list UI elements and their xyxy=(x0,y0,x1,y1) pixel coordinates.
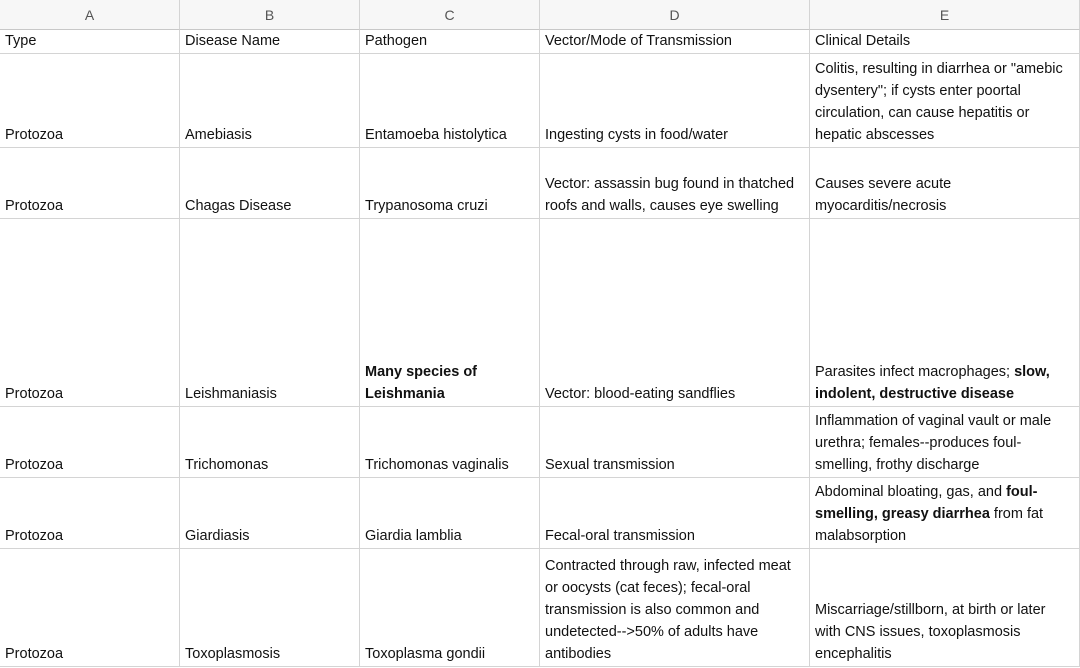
cell-text xyxy=(365,124,507,146)
table-row xyxy=(0,148,1080,219)
cell-type[interactable] xyxy=(0,549,180,667)
cell-vector[interactable] xyxy=(540,549,810,667)
cell-header-clinical[interactable] xyxy=(810,30,1080,54)
column-header-b[interactable]: B xyxy=(180,0,360,30)
cell-text: Leishmaniasis xyxy=(185,386,277,402)
cell-pathogen[interactable] xyxy=(360,219,540,407)
cell-vector[interactable] xyxy=(540,478,810,549)
cell-clinical[interactable] xyxy=(810,549,1080,667)
cell-header-pathogen[interactable] xyxy=(360,30,540,54)
cell-pathogen[interactable] xyxy=(360,407,540,478)
text-run: Miscarriage/stillborn, at birth or later with CNS issues, toxoplasmosis encephalitis xyxy=(815,602,1046,662)
cell-text: Clinical Details xyxy=(815,33,911,49)
column-header-d[interactable]: D xyxy=(540,0,810,30)
text-run: Inflammation of vaginal vault or male urethra; females--produces foul-smelling, frothy discharge xyxy=(815,413,1052,473)
cell-text: Ingesting cysts in food/water xyxy=(545,127,728,143)
cell-type[interactable] xyxy=(0,148,180,219)
cell-text xyxy=(815,58,1075,146)
table-row xyxy=(0,549,1080,667)
cell-text: Pathogen xyxy=(365,33,428,49)
cell-text: Fecal-oral transmission xyxy=(545,528,695,544)
cell-text: Protozoa xyxy=(5,646,64,662)
cell-vector[interactable] xyxy=(540,148,810,219)
cell-header-vector[interactable] xyxy=(540,30,810,54)
cell-text xyxy=(815,599,1075,665)
header-row xyxy=(0,30,1080,54)
table-row xyxy=(0,407,1080,478)
cell-text xyxy=(365,643,485,665)
cell-text: Toxoplasmosis xyxy=(185,646,281,662)
cell-text xyxy=(815,173,1075,217)
cell-text: Protozoa xyxy=(5,198,64,214)
cell-text: Protozoa xyxy=(5,457,64,473)
bold-text-run: Many species of Leishmania xyxy=(365,364,478,402)
cell-clinical[interactable] xyxy=(810,219,1080,407)
cell-type[interactable] xyxy=(0,478,180,549)
cell-text xyxy=(365,195,488,217)
cell-text: Contracted through raw, infected meat or oocysts (cat feces); fecal-oral transmission is also common and undetected-->50% of adults have antibodies xyxy=(545,558,791,662)
cell-clinical[interactable] xyxy=(810,54,1080,148)
text-run: Causes severe acute myocarditis/necrosis xyxy=(815,176,952,214)
bold-text-run: foul-smelling, greasy diarrhea xyxy=(815,484,1038,522)
cell-text: Disease Name xyxy=(185,33,281,49)
cell-clinical[interactable] xyxy=(810,148,1080,219)
cell-disease[interactable] xyxy=(180,549,360,667)
cell-clinical[interactable] xyxy=(810,478,1080,549)
text-run: Trichomonas vaginalis xyxy=(365,457,509,473)
cell-text: Trichomonas xyxy=(185,457,269,473)
cell-text xyxy=(365,525,462,547)
cell-disease[interactable] xyxy=(180,478,360,549)
cell-disease[interactable] xyxy=(180,219,360,407)
cell-text xyxy=(815,481,1075,547)
cell-text xyxy=(365,361,535,405)
cell-header-type[interactable] xyxy=(0,30,180,54)
table-row xyxy=(0,219,1080,407)
cell-text: Protozoa xyxy=(5,127,64,143)
cell-type[interactable] xyxy=(0,54,180,148)
cell-disease[interactable] xyxy=(180,54,360,148)
cell-pathogen[interactable] xyxy=(360,148,540,219)
cell-text: Vector: blood-eating sandflies xyxy=(545,386,736,402)
cell-type[interactable] xyxy=(0,219,180,407)
text-run: Parasites infect macrophages; xyxy=(815,364,1015,380)
cell-text xyxy=(815,410,1075,476)
cell-text: Protozoa xyxy=(5,528,64,544)
text-run: Giardia lamblia xyxy=(365,528,462,544)
cell-text: Vector/Mode of Transmission xyxy=(545,33,732,49)
text-run: Trypanosoma cruzi xyxy=(365,198,488,214)
cell-vector[interactable] xyxy=(540,54,810,148)
column-header-bar xyxy=(0,0,1080,30)
cell-pathogen[interactable] xyxy=(360,478,540,549)
cell-clinical[interactable] xyxy=(810,407,1080,478)
cell-disease[interactable] xyxy=(180,148,360,219)
cell-pathogen[interactable] xyxy=(360,549,540,667)
cell-text: Giardiasis xyxy=(185,528,250,544)
cell-disease[interactable] xyxy=(180,407,360,478)
cell-text: Chagas Disease xyxy=(185,198,292,214)
text-run: Abdominal bloating, gas, and xyxy=(815,484,1007,500)
cell-vector[interactable] xyxy=(540,219,810,407)
cell-text xyxy=(815,361,1075,405)
cell-text: Sexual transmission xyxy=(545,457,675,473)
table-row xyxy=(0,54,1080,148)
cell-vector[interactable] xyxy=(540,407,810,478)
cell-pathogen[interactable] xyxy=(360,54,540,148)
cell-text: Type xyxy=(5,33,37,49)
table-row xyxy=(0,478,1080,549)
bold-text-run: slow, indolent, destructive disease xyxy=(815,364,1050,402)
cell-text: Vector: assassin bug found in thatched roofs and walls, causes eye swelling xyxy=(545,176,795,214)
text-run: Colitis, resulting in diarrhea or "amebic dysentery"; if cysts enter poortal circulation, can cause hepatitis or hepatic abscesses xyxy=(815,61,1063,143)
column-header-c[interactable]: C xyxy=(360,0,540,30)
text-run: from fat malabsorption xyxy=(815,506,1044,544)
cell-type[interactable] xyxy=(0,407,180,478)
cell-header-disease[interactable] xyxy=(180,30,360,54)
text-run: Toxoplasma gondii xyxy=(365,646,486,662)
cell-text: Protozoa xyxy=(5,386,64,402)
column-header-e[interactable]: E xyxy=(810,0,1080,30)
cell-text: Amebiasis xyxy=(185,127,252,143)
cell-text xyxy=(365,454,509,476)
column-header-a[interactable]: A xyxy=(0,0,180,30)
text-run: Entamoeba histolytica xyxy=(365,127,507,143)
